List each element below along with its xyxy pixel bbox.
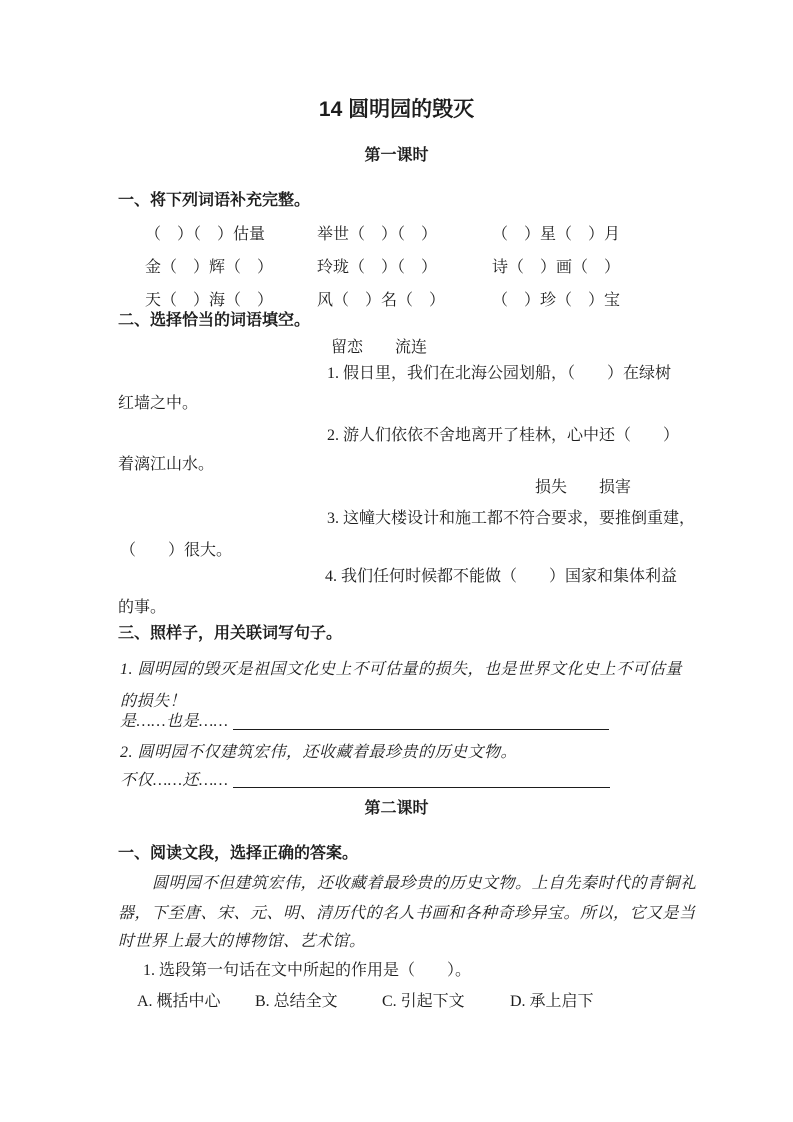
section-2-heading: 二、选择恰当的词语填空。 bbox=[118, 312, 311, 329]
word-fill-cell: 诗（ ）画（ ） bbox=[492, 259, 621, 276]
answer-option-a: A. 概括中心 bbox=[137, 993, 221, 1010]
exercise-item-continuation: 红墙之中。 bbox=[118, 395, 199, 412]
exercise-item-continuation: 着漓江山水。 bbox=[118, 456, 215, 473]
example-sentence: 1. 圆明园的毁灭是祖国文化史上不可估量的损失，也是世界文化史上不可估量 bbox=[120, 661, 683, 678]
exercise-item-continuation: 的事。 bbox=[118, 599, 167, 616]
word-fill-cell: （ ）（ ）估量 bbox=[145, 226, 266, 243]
part2-section-1-heading: 一、阅读文段，选择正确的答案。 bbox=[118, 845, 359, 862]
reading-passage-line: 时世界上最大的博物馆、艺术馆。 bbox=[118, 933, 366, 950]
session-2-heading: 第二课时 bbox=[364, 800, 429, 817]
reading-passage-line: 圆明园不但建筑宏伟，还收藏着最珍贵的历史文物。上自先秦时代的青铜礼 bbox=[152, 875, 697, 892]
section-1-heading: 一、将下列词语补充完整。 bbox=[118, 192, 311, 209]
word-fill-cell: 天（ ）海（ ） bbox=[145, 292, 274, 309]
reading-passage-line: 器，下至唐、宋、元、明、清历代的名人书画和各种奇珍异宝。所以，它又是当 bbox=[118, 905, 696, 922]
answer-option-d: D. 承上启下 bbox=[510, 993, 594, 1010]
answer-blank-line bbox=[233, 787, 610, 788]
answer-option-b: B. 总结全文 bbox=[255, 993, 338, 1010]
exercise-item: 3. 这幢大楼设计和施工都不符合要求，要推倒重建， bbox=[327, 510, 696, 527]
answer-blank-line bbox=[233, 729, 609, 730]
exercise-item: 1. 假日里，我们在北海公园划船，（ ）在绿树 bbox=[327, 365, 672, 382]
example-sentence-continuation: 的损失！ bbox=[120, 693, 187, 710]
word-bank: 留恋 流连 bbox=[331, 339, 428, 356]
example-sentence: 2. 圆明园不仅建筑宏伟，还收藏着最珍贵的历史文物。 bbox=[120, 744, 518, 761]
exercise-item-continuation: （ ）很大。 bbox=[120, 542, 233, 559]
word-fill-cell: 玲珑（ ）（ ） bbox=[317, 259, 438, 276]
word-fill-cell: （ ）星（ ）月 bbox=[492, 226, 621, 243]
page-title: 14 圆明园的毁灭 bbox=[318, 98, 475, 121]
question-text: 1. 选段第一句话在文中所起的作用是（ ）。 bbox=[143, 962, 472, 979]
exercise-item: 2. 游人们依依不舍地离开了桂林，心中还（ ） bbox=[327, 427, 680, 444]
section-3-heading: 三、照样子，用关联词写句子。 bbox=[118, 625, 343, 642]
word-fill-cell: 金（ ）辉（ ） bbox=[145, 259, 274, 276]
session-1-heading: 第一课时 bbox=[364, 147, 429, 164]
conjunction-pattern: 是……也是…… bbox=[120, 713, 229, 730]
word-fill-cell: 风（ ）名（ ） bbox=[317, 292, 446, 309]
word-fill-cell: （ ）珍（ ）宝 bbox=[492, 292, 621, 309]
conjunction-pattern: 不仅……还…… bbox=[120, 772, 229, 789]
exercise-item: 4. 我们任何时候都不能做（ ）国家和集体利益 bbox=[325, 568, 678, 585]
word-fill-cell: 举世（ ）（ ） bbox=[317, 226, 438, 243]
word-bank: 损失 损害 bbox=[535, 479, 632, 496]
answer-option-c: C. 引起下文 bbox=[382, 993, 465, 1010]
